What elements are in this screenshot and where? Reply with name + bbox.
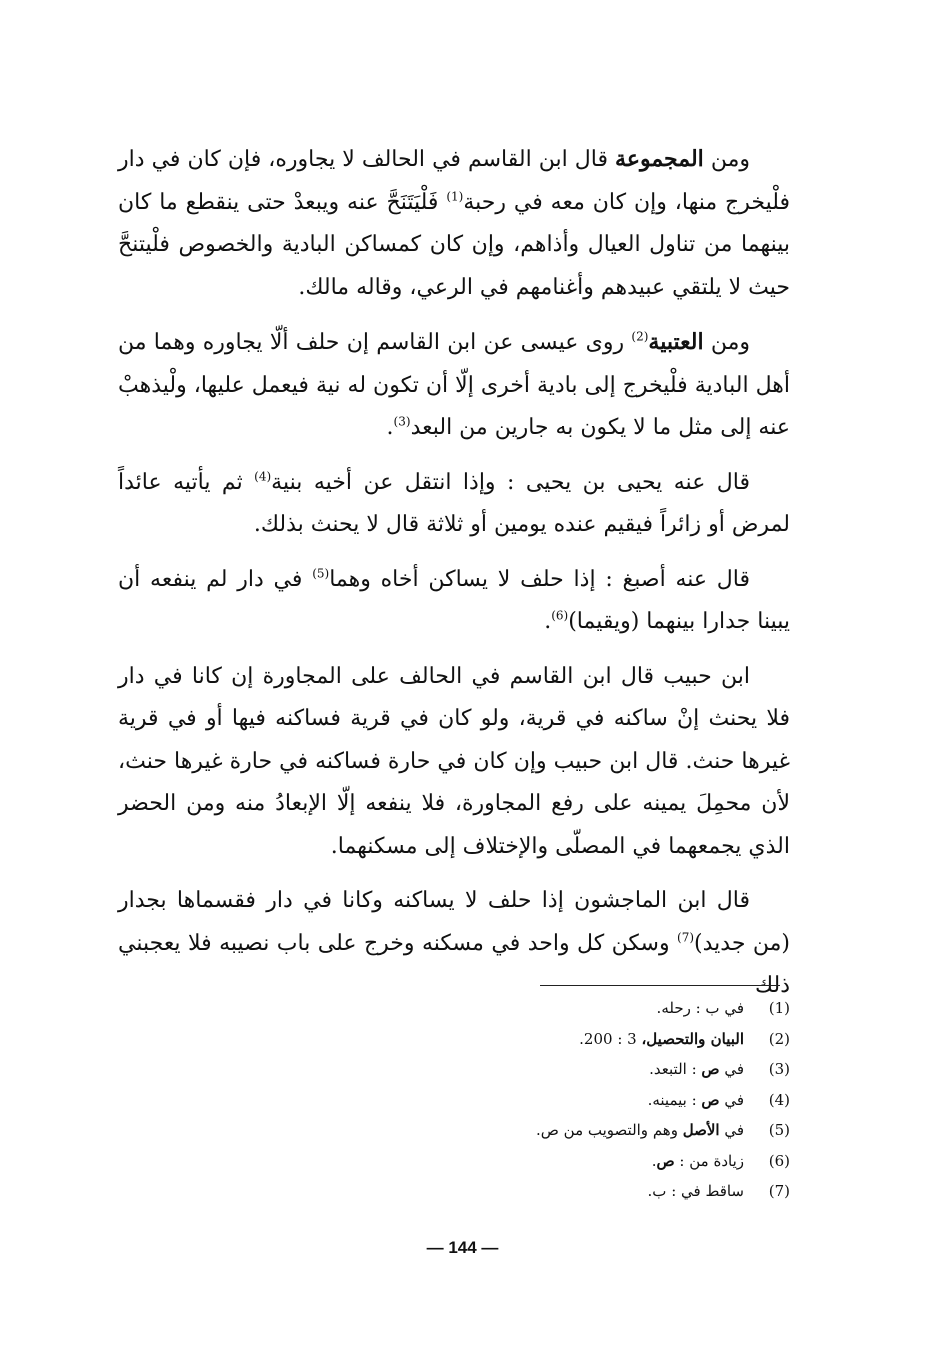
paragraph-2: ومن العتبية$^{(2)}$ روى عيسى عن ابن القاسم إن حلف ألّا يجاوره وهما من أهل البادية فلْيخرج إلى بادية أخرى إلّا أن تكون له نية فيعمل عليها، ولْيذهبْ عنه إلى مثل ما لا يكون به جارين من البعد$^{(3)}$. (118, 329, 790, 440)
footnote-ref[interactable]: (1) (446, 189, 464, 204)
footnote-number: (5) (768, 1121, 790, 1139)
footnote-ref[interactable]: (7) (677, 930, 695, 945)
source-title: المجموعة (615, 146, 704, 172)
footnote-ref[interactable]: (6) (551, 608, 569, 623)
footnote: (6)زيادة من : ص. (400, 1146, 790, 1177)
paragraph-3: قال عنه يحيى بن يحيى : وإذا انتقل عن أخيه بنية$^{(4)}$ ثم يأتيه عائداً لمرض أو زائراً فيقيم عنده يومين أو ثلاثة قال لا يحنث بذلك. (118, 469, 790, 537)
paragraph-6: قال ابن الماجشون إذا حلف لا يساكنه وكانا في دار فقسماها بجدار (من جديد)$^{(7)}$ وسكن كل واحد في مسكنه وخرج على باب نصيبه فلا يعجبني ذلك (118, 888, 791, 998)
footnote-number: (4) (768, 1090, 790, 1109)
footnote-ref[interactable]: (2) (631, 329, 649, 344)
footnote: (4)في ص : بيمينه. (400, 1085, 790, 1116)
footnote-number: (1) (768, 999, 790, 1017)
paragraph-4: قال عنه أصبغ : إذا حلف لا يساكن أخاه وهما$^{(5)}$ في دار لم ينفعه أن يبينا جدارا بينهما (ويقيما)$^{(6)}$. (118, 566, 790, 634)
footnote-number: (2) (768, 1029, 790, 1048)
paragraph-5: ابن حبيب قال ابن القاسم في الحالف على المجاورة إن كانا في دار فلا يحنث إنْ ساكنه في قرية، ولو كان في قرية فساكنه فيها أو في قرية غيرها حنث. قال ابن حبيب وإن كان في حارة فساكنه في حارة غيرها حنث، لأن محمِلَ يمينه على رفع المجاورة، فلا ينفعه إلّا الإبعادُ منه ومن الحضر الذي يجمعهما في المصلّى والإختلاف إلى مسكنهما. (118, 663, 790, 859)
footnote: (2)البيان والتحصيل، 3 : 200. (400, 1024, 790, 1055)
footnote: (7)ساقط في : ب. (400, 1176, 790, 1207)
source-title: العتبية (648, 329, 704, 355)
footnote: (3)في ص : التبعد. (400, 1054, 790, 1085)
footnote-ref[interactable]: (3) (393, 414, 411, 429)
page-number: — 144 — (426, 1238, 499, 1257)
footnote: (1)في ب : رحله. (400, 993, 790, 1024)
footnote-ref[interactable]: (5) (312, 566, 330, 581)
footnote-number: (7) (768, 1182, 790, 1200)
paragraph-1: ومن المجموعة قال ابن القاسم في الحالف لا يجاوره، فإن كان في دار فلْيخرج منها، وإن كان معه في رحبة$^{(1)}$ فَلْيَتَنَحَّ عنه ويبعدْ حتى ينقطع ما كان بينهما من تناول العيال وأذاهم، وإن كان كمساكن البادية والخصوص فلْيتنحَّ حيث لا يلتقي عبيدهم وأغنامهم في الرعي، وقاله مالك. (118, 146, 791, 300)
footnote-number: (3) (768, 1060, 790, 1078)
footnote-divider (540, 985, 780, 986)
main-text (118, 138, 790, 1020)
footnote-ref[interactable]: (4) (254, 469, 272, 484)
footnote-number: (6) (768, 1151, 790, 1170)
footnotes (400, 993, 790, 1207)
footnote: (5)في الأصل وهم والتصويب من ص. (400, 1115, 790, 1146)
